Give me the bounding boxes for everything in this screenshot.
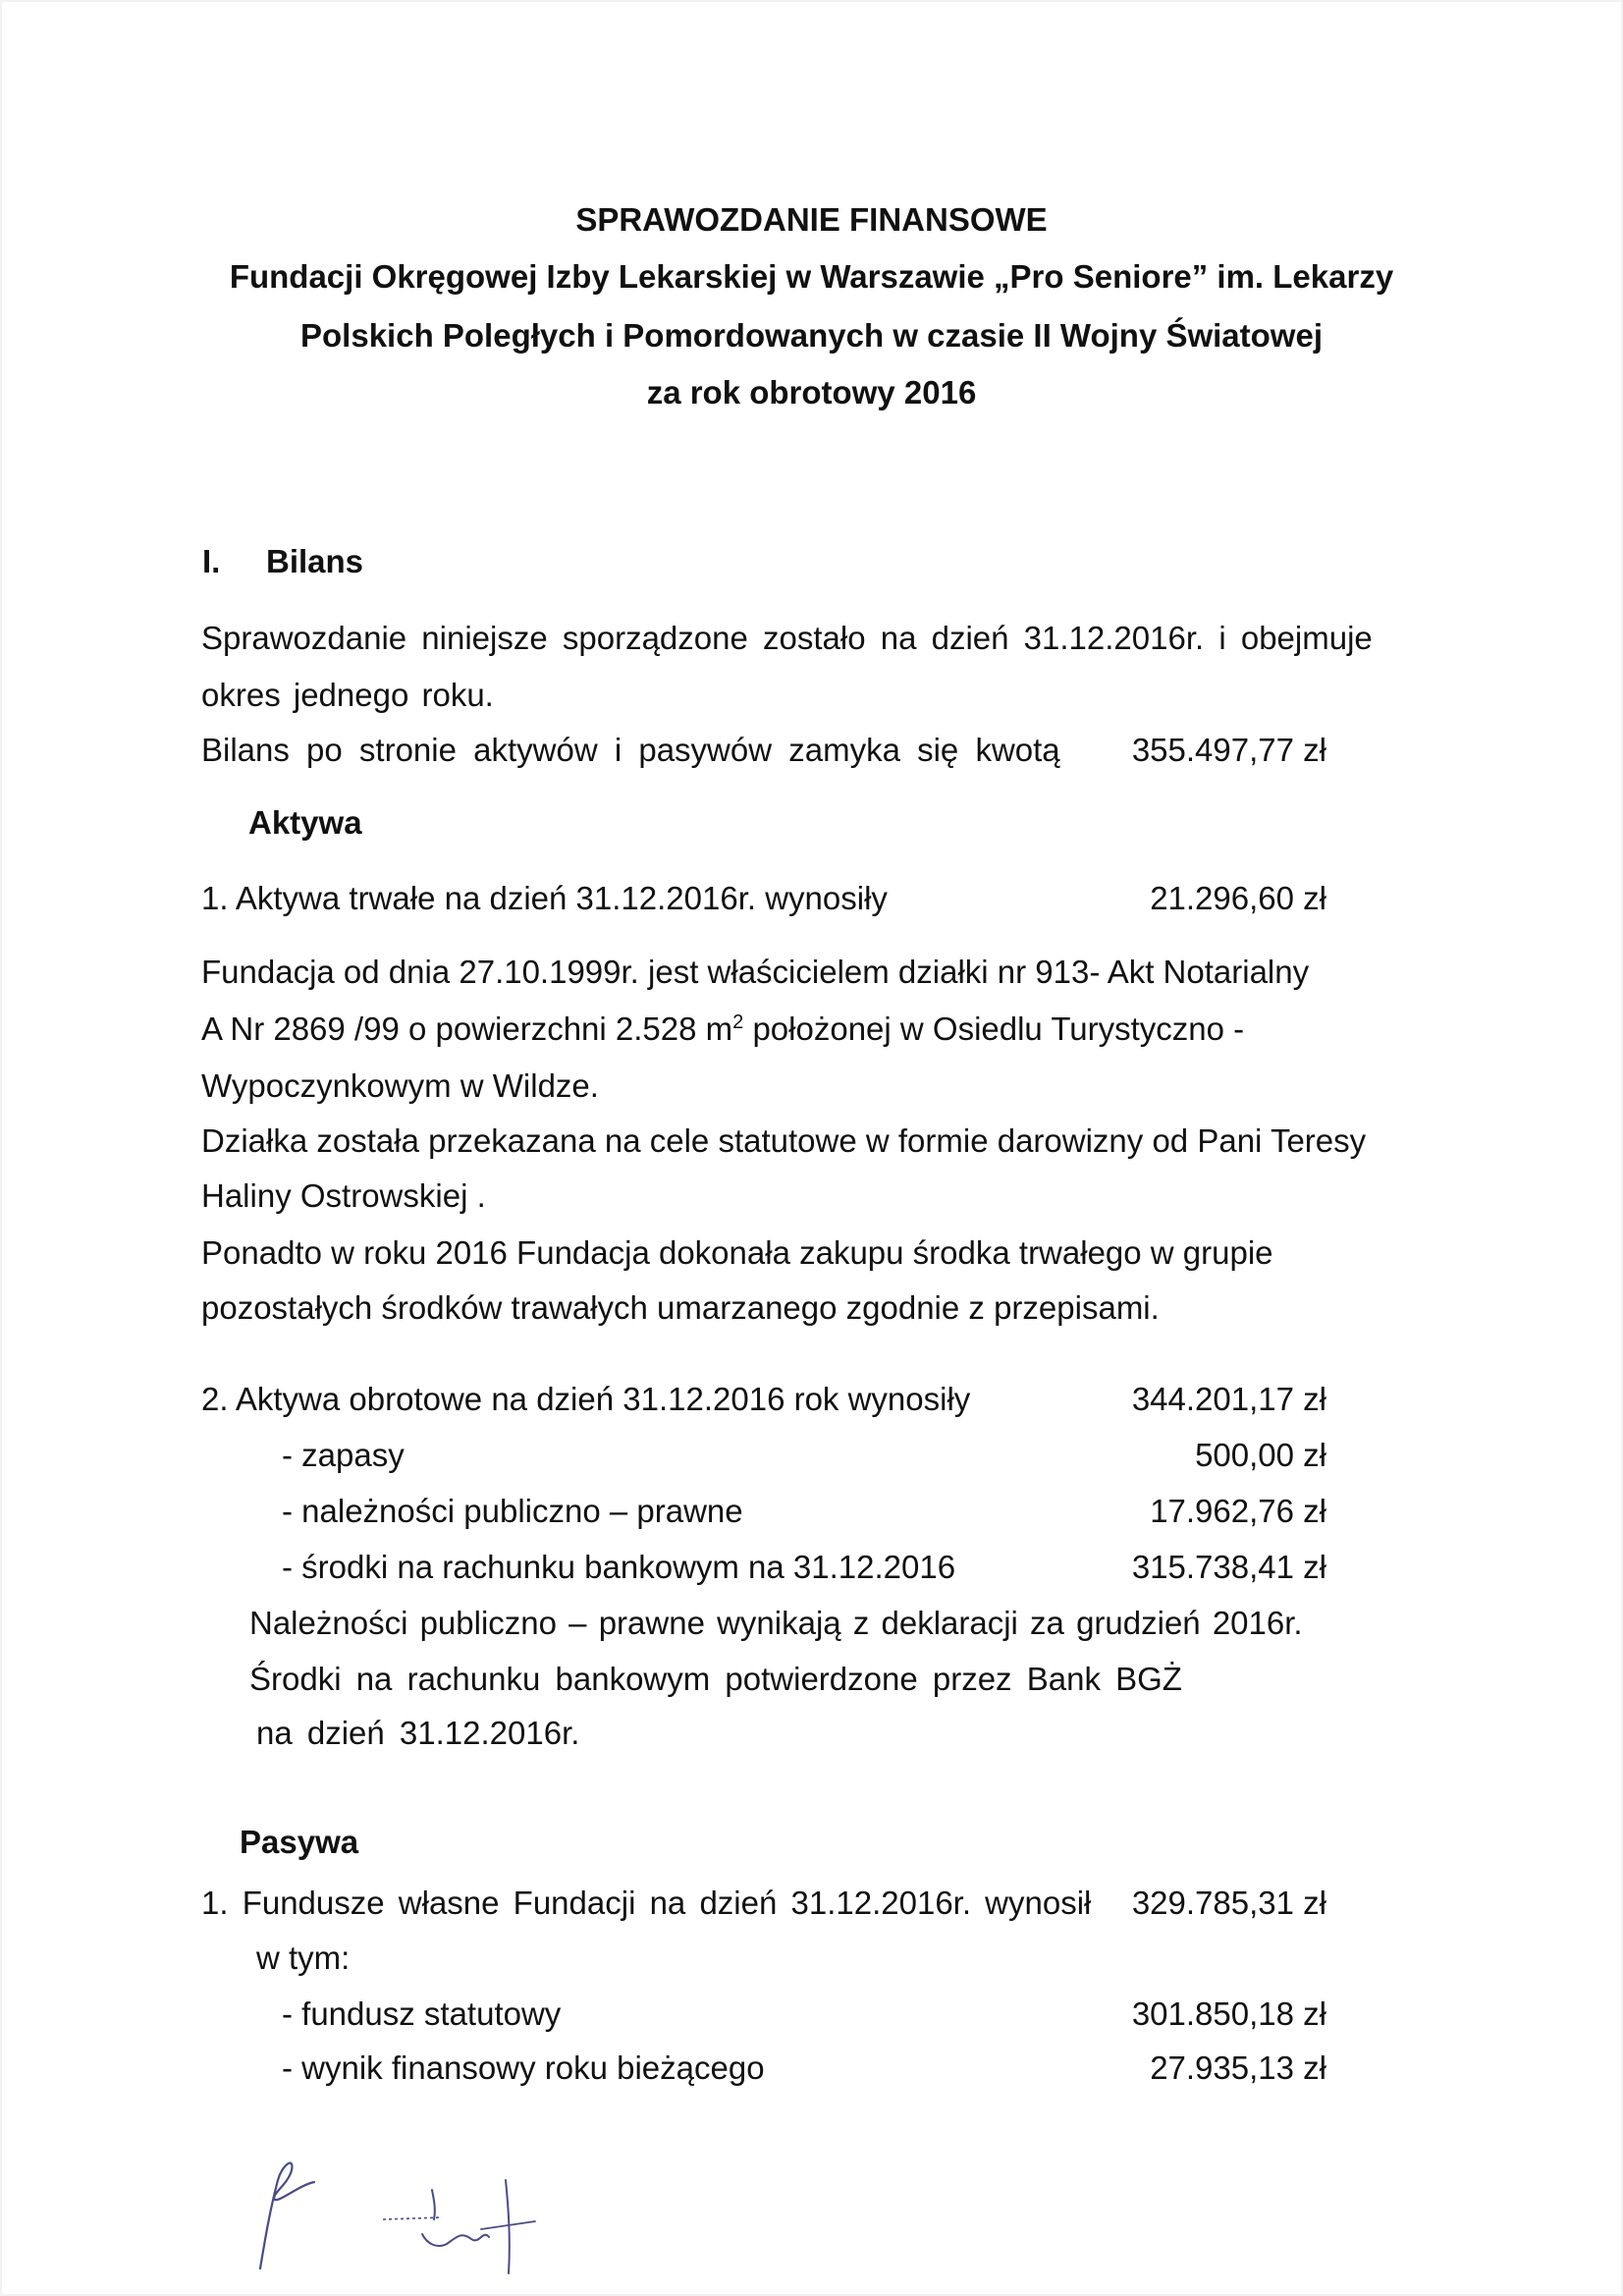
pasywa-w-tym: w tym: xyxy=(256,1940,351,1976)
aktywa-sub-1-label: - zapasy xyxy=(282,1437,405,1473)
document-subtitle-line-1: Fundacji Okręgowej Izby Lekarskiej w Warszawie „Pro Seniore” im. Lekarzy xyxy=(229,258,1394,295)
document-subtitle-line-2: Polskich Poległych i Pomordowanych w czasie II Wojny Światowej xyxy=(300,317,1323,354)
document-subtitle-line-3: za rok obrotowy 2016 xyxy=(646,374,977,410)
aktywa-heading: Aktywa xyxy=(248,804,362,841)
aktywa-sub-3-amount: 315.738,41 zł xyxy=(1131,1549,1326,1585)
paragraph-1-line-1: Fundacja od dnia 27.10.1999r. jest właścicielem działki nr 913- Akt Notarialny xyxy=(201,954,1310,990)
paragraph-3-line-2: pozostałych środków trawałych umarzanego zgodnie z przepisami. xyxy=(201,1289,1160,1326)
pasywa-item-1-label: 1. Fundusze własne Fundacji na dzień 31.12.2016r. wynosił xyxy=(201,1885,1092,1921)
note-line-1: Należności publiczno – prawne wynikają z deklaracji za grudzień 2016r. xyxy=(249,1605,1303,1641)
signature-2-stroke-c xyxy=(506,2180,510,2273)
signature-1-stroke xyxy=(260,2163,314,2269)
pasywa-heading: Pasywa xyxy=(240,1824,359,1860)
aktywa-item-2-amount: 344.201,17 zł xyxy=(1131,1381,1326,1417)
document-title: SPRAWOZDANIE FINANSOWE xyxy=(575,201,1048,238)
signature-2-stroke-a xyxy=(383,2217,442,2219)
section-number: I. xyxy=(202,543,221,579)
aktywa-sub-2-label: - należności publiczno – prawne xyxy=(282,1493,743,1529)
paragraph-3-line-1: Ponadto w roku 2016 Fundacja dokonała zakupu środka trwałego w grupie xyxy=(201,1234,1273,1271)
paragraph-2-line-2: Haliny Ostrowskiej . xyxy=(201,1177,486,1214)
pasywa-sub-2-label: - wynik finansowy roku bieżącego xyxy=(282,2050,765,2086)
aktywa-item-1-label: 1. Aktywa trwałe na dzień 31.12.2016r. wynosiły xyxy=(201,880,888,916)
aktywa-item-2-label: 2. Aktywa obrotowe na dzień 31.12.2016 rok wynosiły xyxy=(201,1381,971,1417)
paragraph-1-line-2: A Nr 2869 /99 o powierzchni 2.528 $m^2$ położonej w Osiedlu Turystyczno - xyxy=(201,1011,1245,1047)
aktywa-sub-3-label: - środki na rachunku bankowym na 31.12.2016 xyxy=(282,1549,956,1585)
note-line-3: na dzień 31.12.2016r. xyxy=(256,1715,580,1751)
pasywa-sub-1-amount: 301.850,18 zł xyxy=(1131,1995,1326,2032)
aktywa-sub-2-amount: 17.962,76 zł xyxy=(1150,1493,1326,1529)
paragraph-1-line-3: Wypoczynkowym w Wildze. xyxy=(201,1067,599,1104)
section-heading-bilans: Bilans xyxy=(266,543,364,579)
note-line-2: Środki na rachunku bankowym potwierdzone przez Bank BGŻ xyxy=(249,1661,1182,1697)
intro-line-2: okres jednego roku. xyxy=(201,677,494,713)
pasywa-sub-1-label: - fundusz statutowy xyxy=(282,1995,562,2032)
pasywa-sub-2-amount: 27.935,13 zł xyxy=(1150,2050,1326,2086)
signature-1 xyxy=(221,2141,339,2278)
pasywa-item-1-amount: 329.785,31 zł xyxy=(1131,1885,1326,1921)
intro-line-1: Sprawozdanie niniejsze sporządzone zostało na dzień 31.12.2016r. i obejmuje xyxy=(201,620,1373,656)
paragraph-2-line-1: Działka została przekazana na cele statutowe w formie darowizny od Pani Teresy xyxy=(201,1122,1367,1159)
balance-amount: 355.497,77 zł xyxy=(1131,732,1326,768)
aktywa-item-1-amount: 21.296,60 zł xyxy=(1150,880,1326,916)
aktywa-sub-1-amount: 500,00 zł xyxy=(1195,1437,1326,1473)
signature-2 xyxy=(373,2160,550,2278)
balance-text: Bilans po stronie aktywów i pasywów zamyka się kwotą xyxy=(201,732,1060,768)
